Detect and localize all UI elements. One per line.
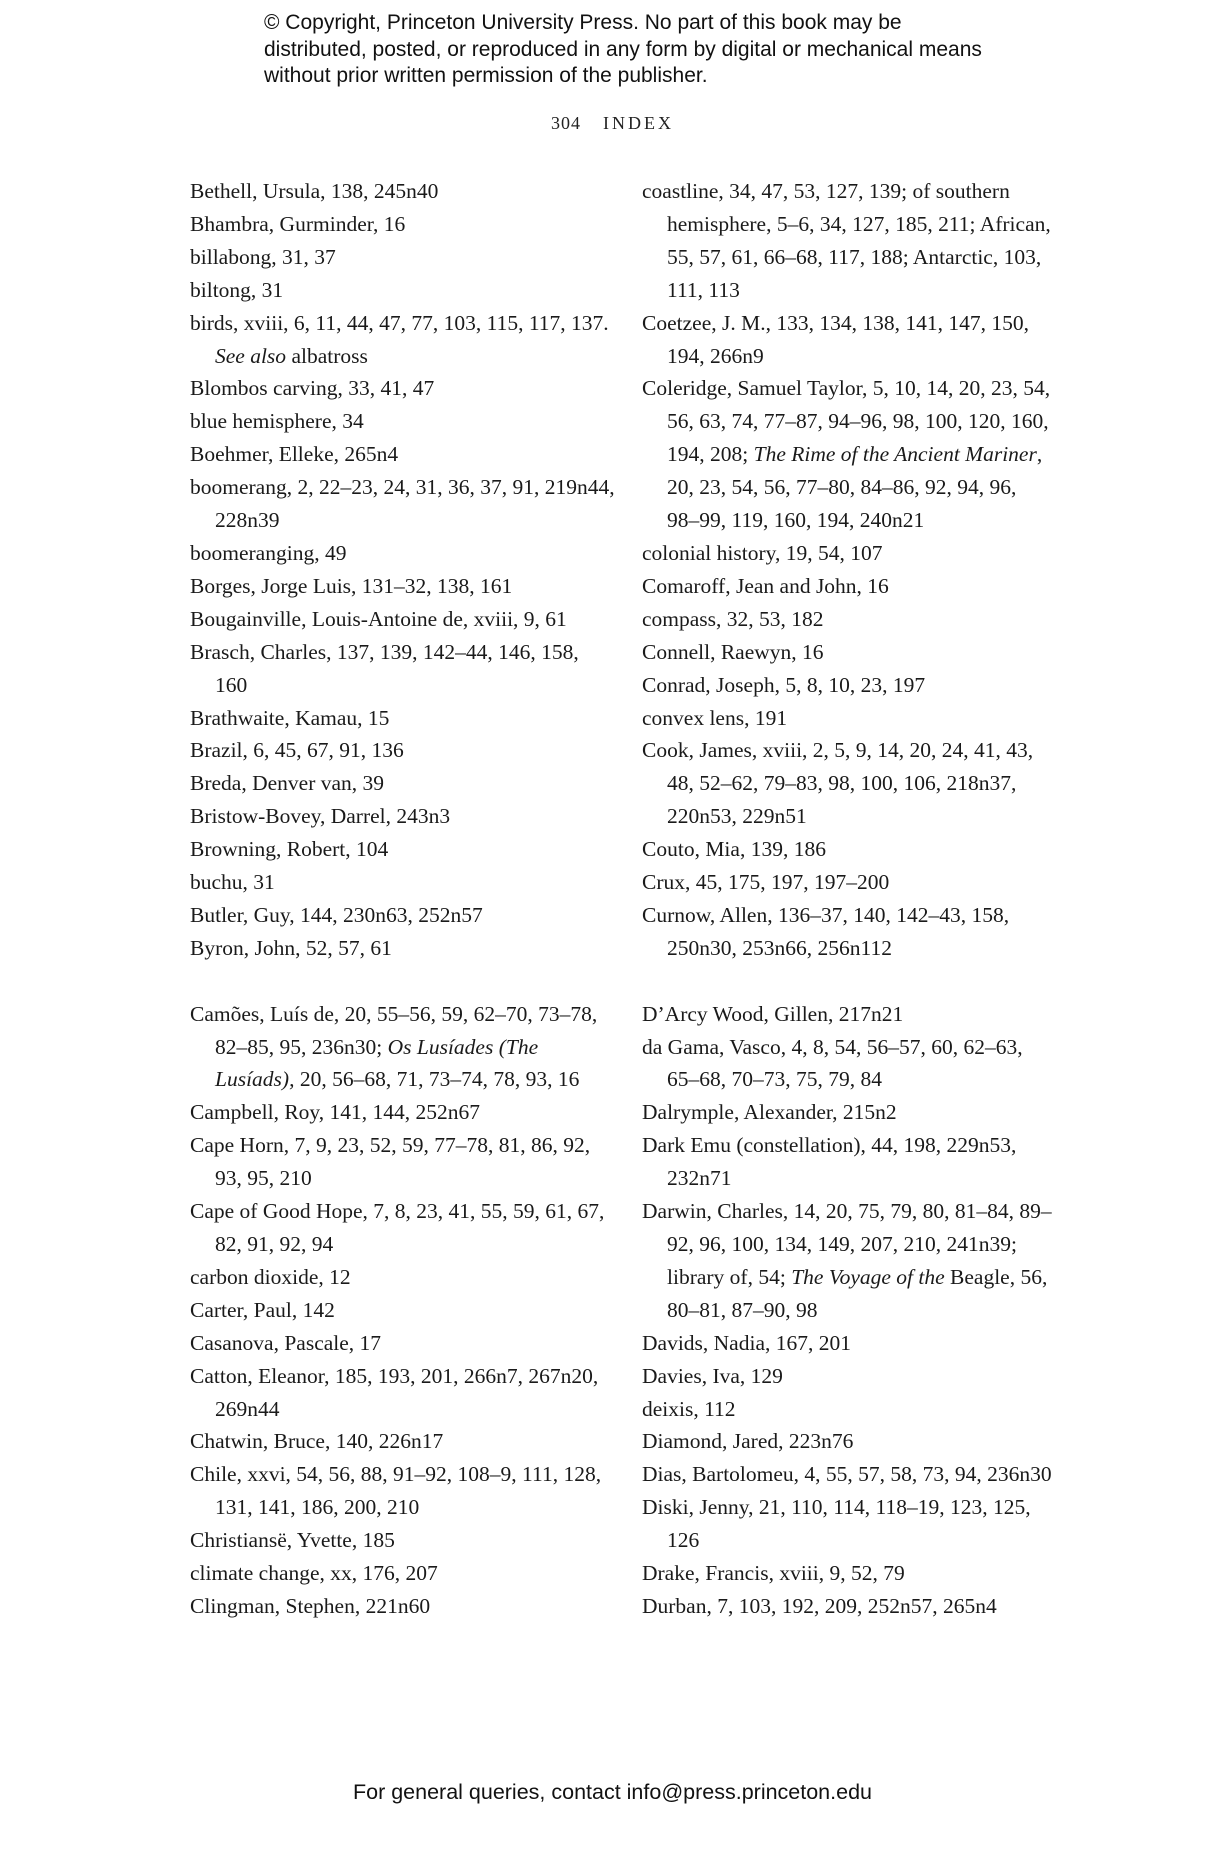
index-entry: Clingman, Stephen, 221n60 (190, 1593, 431, 1618)
copyright-notice: © Copyright, Princeton University Press. No part of this book may be distributed, posted, or reproduced in any form by digital or mechanical means without prior written permission of the publisher. (264, 11, 982, 87)
index-entry: compass, 32, 53, 182 (642, 606, 824, 631)
index-entry: Christiansë, Yvette, 185 (190, 1528, 395, 1553)
index-entry: buchu, 31 (190, 870, 275, 895)
index-entry: Browning, Robert, 104 (190, 837, 389, 862)
index-entry: D’Arcy Wood, Gillen, 217n21 (642, 1001, 904, 1026)
index-entry: convex lens, 191 (642, 705, 788, 730)
index-entry: coastline, 34, 47, 53, 127, 139; of southern hemisphere, 5–6, 34, 127, 185, 211; African, 55, 57, 61, 66–68, 117, 188; Antarctic, 103, 111, 113 (642, 179, 1051, 302)
index-entry: carbon dioxide, 12 (190, 1264, 351, 1289)
index-entry: Dalrymple, Alexander, 215n2 (642, 1100, 897, 1125)
letter-section-gap (190, 965, 615, 998)
index-entry: Crux, 45, 175, 197, 197–200 (642, 870, 890, 895)
index-entry: Coleridge, Samuel Taylor, 5, 10, 14, 20, 23, 54, 56, 63, 74, 77–87, 94–96, 98, 100, 120, 160, 194, 208; The Rime of the Ancient Mariner, 20, 23, 54, 56, 77–80, 84–86, 92, 94, 96, 98–99, 119, 160, 194, 240n21 (642, 376, 1051, 533)
index-entry: Conrad, Joseph, 5, 8, 10, 23, 197 (642, 672, 926, 697)
index-entry: Brathwaite, Kamau, 15 (190, 705, 390, 730)
index-entry: Davids, Nadia, 167, 201 (642, 1330, 851, 1355)
index-entry: boomerang, 2, 22–23, 24, 31, 36, 37, 91, 219n44, 228n39 (190, 475, 615, 533)
index-entry: Brasch, Charles, 137, 139, 142–44, 146, 158, 160 (190, 639, 579, 697)
index-entry: Blombos carving, 33, 41, 47 (190, 376, 435, 401)
index-entry: deixis, 112 (642, 1396, 736, 1421)
letter-section-gap (642, 965, 1052, 998)
index-entry: Catton, Eleanor, 185, 193, 201, 266n7, 267n20, 269n44 (190, 1363, 599, 1421)
italic-title: The Voyage of the (791, 1264, 945, 1289)
italic-title: The Rime of the Ancient Mariner (753, 442, 1037, 467)
index-entry: billabong, 31, 37 (190, 244, 336, 269)
index-entry: Byron, John, 52, 57, 61 (190, 935, 392, 960)
index-entry: Darwin, Charles, 14, 20, 75, 79, 80, 81–84, 89–92, 96, 100, 134, 149, 207, 210, 241n39; library of, 54; The Voyage of the Beagle, 56, 80–81, 87–90, 98 (642, 1199, 1052, 1322)
index-entry: Campbell, Roy, 141, 144, 252n67 (190, 1100, 481, 1125)
index-entry: birds, xviii, 6, 11, 44, 47, 77, 103, 115, 117, 137. See also albatross (190, 310, 609, 368)
index-column-left (190, 175, 615, 1623)
index-entry: Comaroff, Jean and John, 16 (642, 573, 889, 598)
index-entry: Diski, Jenny, 21, 110, 114, 118–19, 123, 125, 126 (642, 1495, 1031, 1553)
index-entry: Couto, Mia, 139, 186 (642, 837, 826, 862)
index-entry: Casanova, Pascale, 17 (190, 1330, 382, 1355)
index-entry: Chile, xxvi, 54, 56, 88, 91–92, 108–9, 111, 128, 131, 141, 186, 200, 210 (190, 1462, 602, 1520)
index-entry: Bhambra, Gurminder, 16 (190, 211, 406, 236)
index-entry: Curnow, Allen, 136–37, 140, 142–43, 158, 250n30, 253n66, 256n112 (642, 902, 1010, 960)
index-entry: Durban, 7, 103, 192, 209, 252n57, 265n4 (642, 1593, 997, 1618)
index-entry: da Gama, Vasco, 4, 8, 54, 56–57, 60, 62–63, 65–68, 70–73, 75, 79, 84 (642, 1034, 1023, 1092)
index-entry: Bougainville, Louis-Antoine de, xviii, 9, 61 (190, 606, 567, 631)
index-entry: blue hemisphere, 34 (190, 409, 364, 434)
index-entry: Drake, Francis, xviii, 9, 52, 79 (642, 1561, 905, 1586)
index-column-right (642, 175, 1052, 1623)
index-entry: Breda, Denver van, 39 (190, 771, 385, 796)
page-number: 304 (551, 113, 581, 133)
index-entry: Coetzee, J. M., 133, 134, 138, 141, 147, 150, 194, 266n9 (642, 310, 1029, 368)
index-entry: climate change, xx, 176, 207 (190, 1561, 438, 1586)
index-entry: Dark Emu (constellation), 44, 198, 229n53, 232n71 (642, 1133, 1017, 1191)
index-entry: Borges, Jorge Luis, 131–32, 138, 161 (190, 573, 513, 598)
index-entry: Bethell, Ursula, 138, 245n40 (190, 179, 439, 203)
index-entry: Chatwin, Bruce, 140, 226n17 (190, 1429, 444, 1454)
italic-title: See also (215, 343, 287, 368)
footer-contact: For general queries, contact info@press.princeton.edu (352, 1780, 872, 1804)
index-entry: Cape of Good Hope, 7, 8, 23, 41, 55, 59, 61, 67, 82, 91, 92, 94 (190, 1199, 605, 1256)
index-entry: Connell, Raewyn, 16 (642, 639, 824, 664)
index-entry: Boehmer, Elleke, 265n4 (190, 442, 399, 467)
index-entry: Brazil, 6, 45, 67, 91, 136 (190, 738, 404, 763)
index-entry: Camões, Luís de, 20, 55–56, 59, 62–70, 73–78, 82–85, 95, 236n30; Os Lusíades (The Lusíads), 20, 56–68, 71, 73–74, 78, 93, 16 (190, 1001, 598, 1092)
italic-title: Os Lusíades (The Lusíads), (215, 1034, 539, 1092)
index-entry: Butler, Guy, 144, 230n63, 252n57 (190, 902, 483, 927)
index-entry: Davies, Iva, 129 (642, 1363, 783, 1388)
index-entry: Diamond, Jared, 223n76 (642, 1429, 854, 1454)
index-entry: biltong, 31 (190, 277, 284, 302)
index-entry: Carter, Paul, 142 (190, 1297, 335, 1322)
index-entry: Bristow-Bovey, Darrel, 243n3 (190, 804, 451, 829)
index-entry: colonial history, 19, 54, 107 (642, 540, 883, 565)
section-title: INDEX (603, 113, 674, 133)
running-head (0, 113, 1225, 134)
index-entry: Dias, Bartolomeu, 4, 55, 57, 58, 73, 94, 236n30 (642, 1462, 1052, 1487)
index-entry: boomeranging, 49 (190, 540, 347, 565)
index-entry: Cape Horn, 7, 9, 23, 52, 59, 77–78, 81, 86, 92, 93, 95, 210 (190, 1133, 591, 1191)
index-entry: Cook, James, xviii, 2, 5, 9, 14, 20, 24, 41, 43, 48, 52–62, 79–83, 98, 100, 106, 218n37, 220n53, 229n51 (642, 738, 1034, 829)
